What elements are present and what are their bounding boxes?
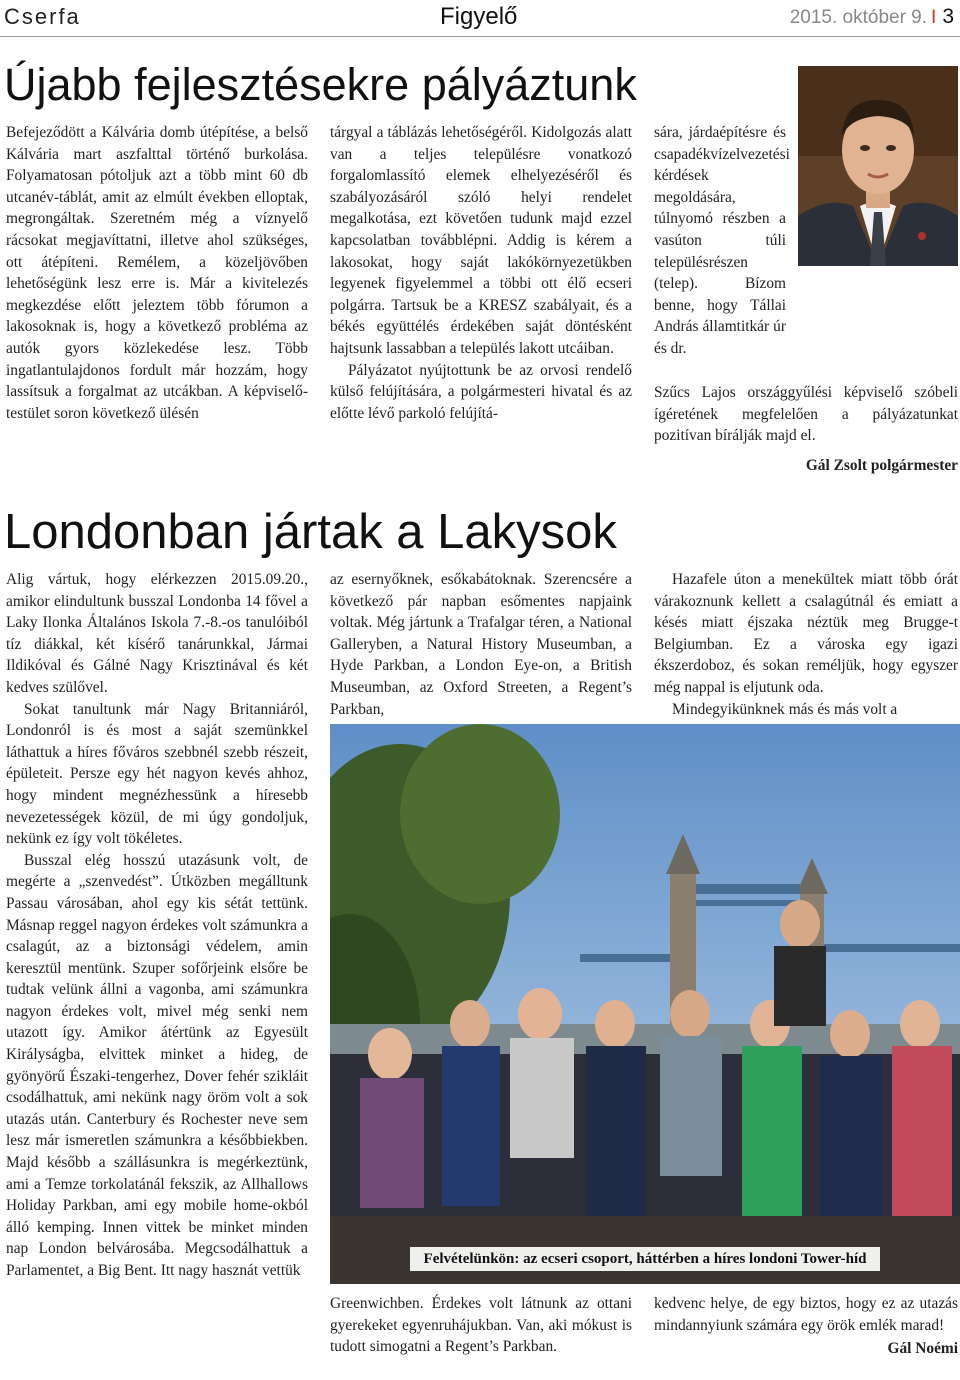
article1-column-1 (6, 122, 308, 424)
article1-column-3-wide (654, 382, 958, 476)
article1-paragraph: sára, járdaépítésre és csapadékvízelvezetési kérdések megoldására, túlnyomó részben a vasúton túli településrészen (telep). Bízom benne, hogy Tállai András államtitkár úr és dr. (654, 124, 790, 357)
article2-paragraph: Busszal elég hosszú utazásunk volt, de megérte a „szenvedést”. Útközben megálltunk Passau városában, ahol egy kis sétát tettünk. Másnap reggel nagyon érdekes volt számunkra a csalagút, az a biztonsági védelem, amin keresztül mentünk. Szuper sofőrjeink elsőre be tudtak velünk állni a vagonba, ami számunkra nagyon érdekes volt, mivel még senki nem utazott így. Amikor átértünk az Egyesült Királyságba, elvittek minket a hideg, de gyönyörű Északi-tengerhez, Dover fehér szikláit csodálhattuk, ami nekünk nagy öröm volt a sok utazás után. Canterbury és Rochester neve sem lesz már ismeretlen számunkra a későbbiekben. Majd később a szállásunkra is megérkeztünk, ami a Temze torkolatánál fekszik, az Allhallows Holiday Parkban, ami egy mobile home-okból álló kemping. Innen vittek be minket minden nap London belvárosába. Megcsodálhattuk a Parlamentet, a Big Bent. Itt nagy hasznát vettük (6, 851, 308, 1279)
article2-column-3-top (654, 569, 958, 720)
header-separator: I (931, 7, 937, 28)
issue-date: 2015. október 9. (789, 7, 928, 28)
page-header (0, 0, 960, 37)
article1-column-3-narrow (654, 122, 790, 360)
article2-column-2-bottom (330, 1293, 632, 1358)
article1-signature: Gál Zsolt polgármester (805, 456, 958, 474)
article1-paragraph: Pályázatot nyújtottunk be az orvosi rendelő külső felújítására, a polgármesteri hivatal és az előtte lévő parkoló felújítá- (330, 361, 632, 422)
tower-bridge-group-image (330, 724, 960, 1284)
newspaper-name: Cserfa (4, 4, 81, 29)
article1-paragraph: Befejeződött a Kálvária domb útépítése, a belső Kálvária mart aszfalttal történő burkolása. Folyamatosan pótoljuk azt a több mint 60 db utcanév-táblát, amit az elmúlt években elloptak, megrongáltak. Szeretném még a víznyelő rácsokat megjavíttatni, illetve ahol szükséges, ott átépíteni. Remélem, a közeljövőben lehetőségünk lesz erre is. Már a kivitelezés megkezdése előtt jeleztem több fórumon a lakosoknak is, hogy a következő probléma az autók gyors közlekedése lesz. Több ingatlantulajdonos fordult már hozzám, hogy lassítsuk a forgalmat az utcákban. A képviselő-testület soron következő ülésén (6, 124, 308, 422)
article2-signature: Gál Noémi (887, 1340, 958, 1358)
article2-column-1 (6, 569, 308, 1282)
photo-caption (330, 1250, 960, 1268)
mayor-portrait (798, 66, 958, 266)
article2-paragraph: Hazafele úton a menekültek miatt több órát várakoznunk kellett a csalagútnál és emiatt a késés miatt éjszaka néztük meg Brugge-t Belgiumban. Ez a városka egy igazi ékszerdoboz, és sokan reméljük, hogy egyszer még nappal is eljutunk oda. (654, 571, 958, 696)
article2-column-2-top (330, 569, 632, 720)
article1-column-2 (330, 122, 632, 424)
header-date-block (790, 5, 954, 29)
article2-title: Londonban jártak a Lakysok (4, 505, 617, 559)
group-photo (330, 724, 960, 1284)
article2-paragraph: Mindegyikünknek más és más volt a (672, 700, 898, 718)
page-number: 3 (942, 5, 954, 28)
article2-paragraph: Sokat tanultunk már Nagy Britanniáról, Londonról is és most a saját szemünkkel láthattuk a híres főváros szebbnél szebb részeit, épületeit. Persze egy hét nagyon kevés ahhoz, hogy mindent megnézhessünk a híresebb nevezetességek közül, de mi úgy gondoljuk, nekünk ez így volt tökéletes. (6, 700, 308, 848)
article1-paragraph: tárgyal a táblázás lehetőségéről. Kidolgozás alatt van a teljes településre vonatkozó forgalomlassító elemek elhelyezéséről és szabályozásáról szóló helyi rendelet megalkotása, ezt követően tudunk majd ezzel kapcsolatban továbblépni. Addig is kérem a lakosokat, hogy saját lakókörnyezetükben legyenek figyelemmel a többi ott élő ecseri polgárra. Tartsuk be a KRESZ szabályait, és a békés együttélés érdekében saját döntésként hajtsunk lassabban a település lakott utcáiban. (330, 124, 632, 357)
article2-paragraph: kedvenc helye, de egy biztos, hogy ez az utazás mindannyiunk számára egy örök emlék marad! (654, 1295, 958, 1334)
article1-title: Újabb fejlesztésekre pályáztunk (4, 59, 637, 110)
portrait-image (798, 66, 958, 266)
photo-caption-text: Felvételünkön: az ecseri csoport, háttérben a híres londoni Tower-híd (410, 1247, 881, 1271)
article2-paragraph: az esernyőknek, esőkabátoknak. Szerencsére a következő pár napban esőmentes napjaink voltak. Még jártunk a Trafalgar téren, a National Galleryben, a Natural History Museumban, a Hyde Parkban, a London Eye-on, a British Museumban, az Oxford Streeten, a Regent’s Parkban, (330, 571, 632, 718)
article2-column-3-bottom (654, 1293, 958, 1360)
article2-paragraph: Alig vártuk, hogy elérkezzen 2015.09.20., amikor elindultunk busszal Londonba 14 fővel a Laky Ilonka Általános Iskola 7.-8.-os tanulóiból tíz diákkal, két kísérő tanárunkkal, Jármai Ildikóval és Gálné Nagy Krisztinával és két kedves szülővel. (6, 571, 308, 696)
article1-paragraph: Szűcs Lajos országgyűlési képviselő szóbeli ígéretének megfelelően a pályázatunkat pozitívan bírálják majd el. (654, 384, 958, 445)
article2-paragraph: Greenwichben. Érdekes volt látnunk az ottani gyerekeket egyenruhájukban. Van, aki mókust is tudott simogatni a Regent’s Parkban. (330, 1295, 632, 1356)
section-title: Figyelő (440, 3, 518, 30)
